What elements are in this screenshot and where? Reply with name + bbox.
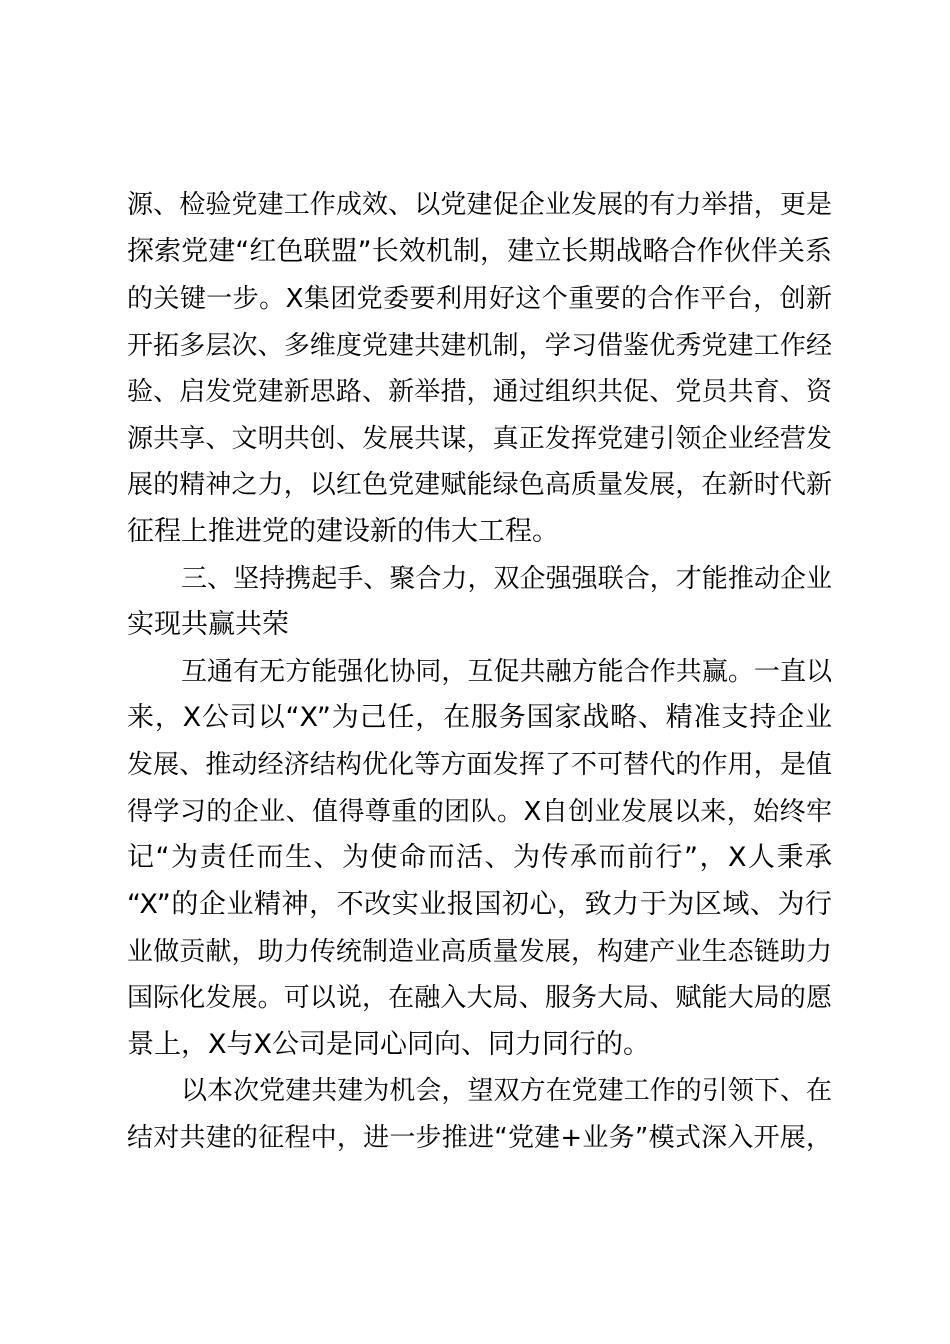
paragraph-line: 源、检验党建工作成效、以党建促企业发展的有力举措，更是 — [127, 190, 832, 220]
section-heading-line: 实现共赢共荣 — [127, 609, 289, 640]
paragraph-line: 景上，X与X公司是同心同向、同力同行的。 — [127, 1029, 650, 1060]
paragraph-line: 发展、推动经济结构优化等方面发挥了不可替代的作用，是值 — [127, 750, 832, 780]
paragraph-line: 验、启发党建新思路、新举措，通过组织共促、党员共育、资 — [127, 377, 832, 407]
paragraph-line: 展的精神之力，以红色党建赋能绿色高质量发展，在新时代新 — [127, 470, 832, 500]
paragraph-line: 的关键一步。X集团党委要利用好这个重要的合作平台，创新 — [127, 284, 832, 314]
paragraph-line: 业做贡献，助力传统制造业高质量发展，构建产业生态链助力 — [127, 937, 832, 967]
paragraph-line: 互通有无方能强化协同，互促共融方能合作共赢。一直以 — [181, 657, 832, 687]
paragraph-line: 来，X公司以“X”为己任，在服务国家战略、精准支持企业 — [127, 702, 832, 733]
paragraph-line: 征程上推进党的建设新的伟大工程。 — [127, 516, 559, 547]
section-heading-line: 三、坚持携起手、聚合力，双企强强联合，才能推动企业 — [181, 564, 832, 594]
paragraph-line: 结对共建的征程中，进一步推进“党建+业务”模式深入开展， — [127, 1123, 832, 1153]
paragraph-line: 国际化发展。可以说，在融入大局、服务大局、赋能大局的愿 — [127, 983, 832, 1013]
paragraph-line: 得学习的企业、值得尊重的团队。X自创业发展以来，始终牢 — [127, 797, 832, 827]
paragraph-line: 探索党建“红色联盟”长效机制，建立长期战略合作伙伴关系 — [127, 236, 832, 267]
paragraph-line: 源共享、文明共创、发展共谋，真正发挥党建引领企业经营发 — [127, 424, 832, 454]
paragraph-line: 记“为责任而生、为使命而活、为传承而前行”，X人秉承 — [127, 842, 832, 873]
paragraph-line: 开拓多层次、多维度党建共建机制，学习借鉴优秀党建工作经 — [127, 331, 832, 361]
paragraph-line: 以本次党建共建为机会，望双方在党建工作的引领下、在 — [181, 1076, 832, 1106]
paragraph-line: “X”的企业精神，不改实业报国初心，致力于为区域、为行 — [127, 889, 832, 920]
